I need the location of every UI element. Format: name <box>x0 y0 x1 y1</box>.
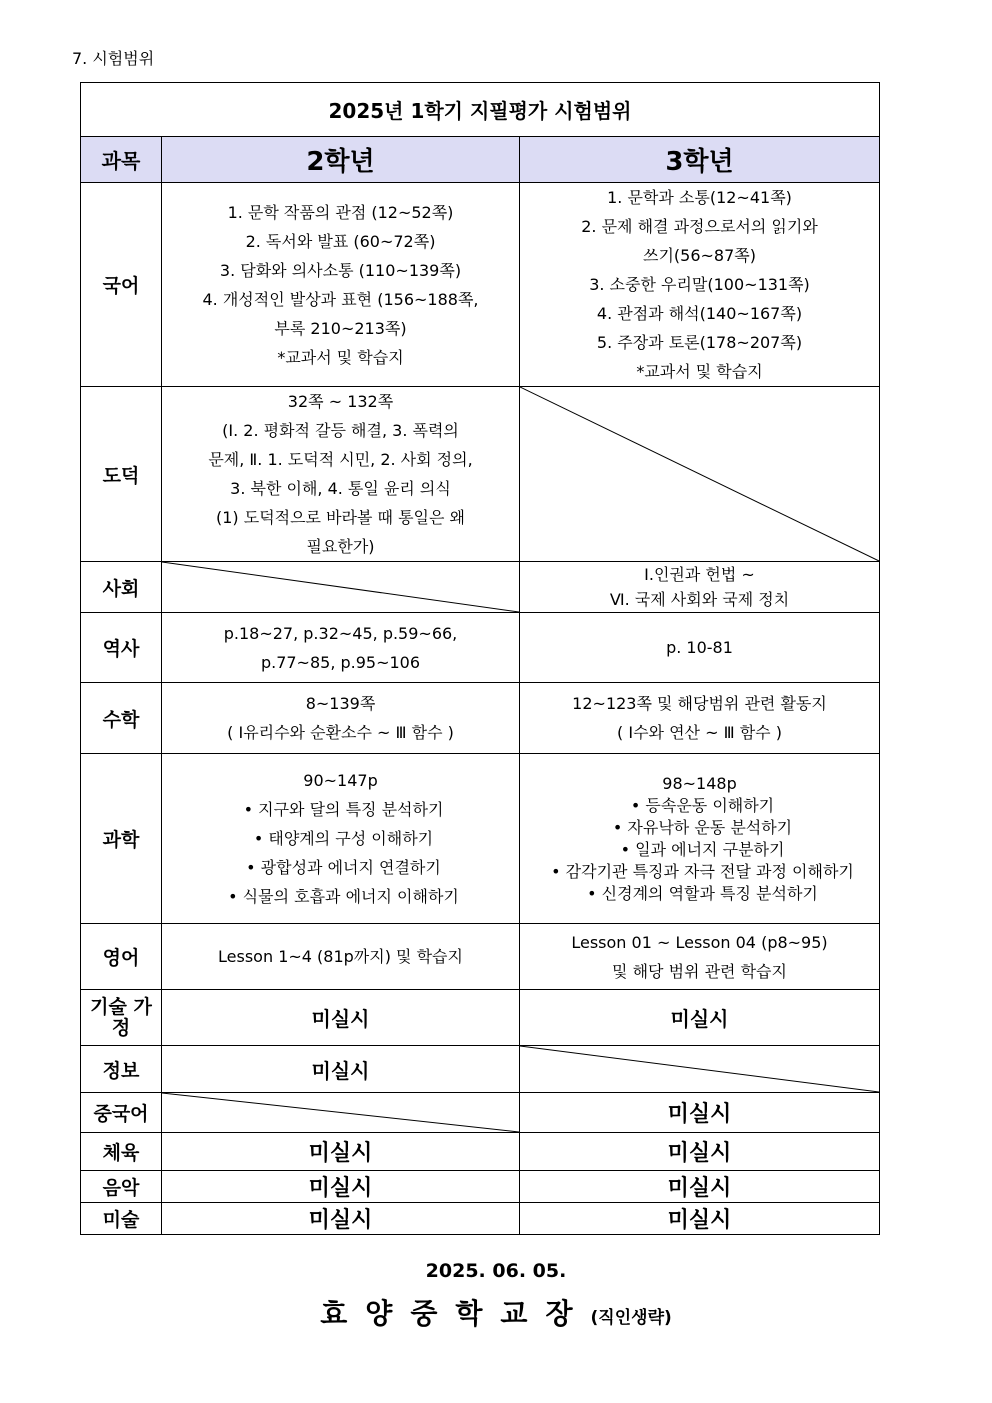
row-art <box>81 1203 880 1235</box>
diagonal-slash <box>520 1046 879 1092</box>
chinese-grade2-empty <box>162 1093 520 1133</box>
social-grade2-empty <box>162 562 520 613</box>
list-item: • 태양계의 구성 이해하기 <box>253 829 434 848</box>
list-item-text: 지구와 달의 특징 분석하기 <box>258 800 444 819</box>
scope-line: (Ⅰ. 2. 평화적 갈등 해결, 3. 폭력의 <box>222 421 459 440</box>
scope-line: 부록 210~213쪽) <box>274 318 407 338</box>
music-grade3-scope: 미실시 <box>520 1171 880 1203</box>
ethics-grade2-scope <box>162 387 520 562</box>
row-english <box>81 924 880 990</box>
row-ethics <box>81 387 880 562</box>
document-date: 2025. 06. 05. <box>425 1260 567 1282</box>
row-techhome <box>81 990 880 1046</box>
section-heading: 7. 시험범위 <box>72 49 155 68</box>
scope-line: 3. 북한 이해, 4. 통일 윤리 의식 <box>230 479 451 498</box>
korean-grade3-scope <box>520 183 880 387</box>
list-item-text: 태양계의 구성 이해하기 <box>268 829 434 848</box>
subject-line: 가정 <box>111 995 152 1039</box>
row-social <box>81 562 880 613</box>
scope-line: *교과서 및 학습지 <box>636 362 763 381</box>
subject-art: 미술 <box>81 1203 162 1235</box>
row-info <box>81 1046 880 1093</box>
exam-scope-table <box>80 82 880 1235</box>
list-item-text: 광합성과 에너지 연결하기 <box>260 858 441 877</box>
list-item-text: 감각기관 특징과 자극 전달 과정 이해하기 <box>565 861 854 881</box>
title-row <box>81 83 880 137</box>
header-grade2: 2학년 <box>162 137 520 183</box>
diagonal-slash <box>520 387 879 561</box>
scope-line: 3. 담화와 의사소통 (110~139쪽) <box>219 260 462 280</box>
list-item-text: 자유낙하 운동 분석하기 <box>627 817 793 837</box>
list-item: • 신경계의 역할과 특징 분석하기 <box>587 883 818 903</box>
scope-line: Ⅰ.인권과 헌법 ~ <box>644 565 755 584</box>
subject-chinese: 중국어 <box>81 1093 162 1133</box>
list-item: • 광합성과 에너지 연결하기 <box>246 858 441 877</box>
techhome-grade3-scope: 미실시 <box>520 990 880 1046</box>
row-science <box>81 754 880 924</box>
scope-line: ( Ⅰ유리수와 순환소수 ~ Ⅲ 함수 ) <box>227 723 454 742</box>
scope-line: 1. 문학 작품의 관점 (12~52쪽) <box>227 202 454 222</box>
history-grade3-scope: p. 10-81 <box>520 613 880 683</box>
scope-line: *교과서 및 학습지 <box>277 347 404 367</box>
subject-ethics: 도덕 <box>81 387 162 562</box>
list-item: • 자유낙하 운동 분석하기 <box>612 817 793 837</box>
chinese-grade3-scope: 미실시 <box>520 1093 880 1133</box>
scope-line: 쓰기(56~87쪽) <box>643 246 756 265</box>
scope-line: p.77~85, p.95~106 <box>260 652 421 672</box>
list-item-text: 등속운동 이해하기 <box>645 795 775 815</box>
header-row <box>81 137 880 183</box>
scope-line: 3. 소중한 우리말(100~131쪽) <box>589 275 810 294</box>
scope-line: 4. 개성적인 발상과 표현 (156~188쪽, <box>202 289 479 309</box>
techhome-grade2-scope: 미실시 <box>162 990 520 1046</box>
subject-history: 역사 <box>81 613 162 683</box>
list-item-text: 신경계의 역할과 특징 분석하기 <box>601 883 818 903</box>
scope-line: 2. 문제 해결 과정으로서의 읽기와 <box>581 217 818 236</box>
list-item: • 일과 에너지 구분하기 <box>620 839 785 859</box>
music-grade2-scope: 미실시 <box>162 1171 520 1203</box>
history-grade2-scope <box>162 613 520 683</box>
header-subject: 과목 <box>81 137 162 183</box>
info-grade2-scope: 미실시 <box>162 1046 520 1093</box>
list-item: • 등속운동 이해하기 <box>630 795 775 815</box>
scope-line: 필요한가) <box>306 537 375 556</box>
subject-korean: 국어 <box>81 183 162 387</box>
list-item: • 식물의 호흡과 에너지 이해하기 <box>228 887 459 906</box>
table-title: 2025년 1학기 지필평가 시험범위 <box>81 83 880 137</box>
scope-line: 4. 관점과 해석(140~167쪽) <box>596 304 803 323</box>
art-grade3-scope: 미실시 <box>520 1203 880 1235</box>
signer-name: 효양중학교장 <box>320 1297 591 1330</box>
scope-line: 2. 독서와 발표 (60~72쪽) <box>245 231 436 251</box>
list-item-text: 식물의 호흡과 에너지 이해하기 <box>242 887 459 906</box>
subject-math: 수학 <box>81 683 162 754</box>
subject-social: 사회 <box>81 562 162 613</box>
science-grade2-scope <box>162 754 520 924</box>
math-grade2-scope <box>162 683 520 754</box>
art-grade2-scope: 미실시 <box>162 1203 520 1235</box>
ethics-grade3-empty <box>520 387 880 562</box>
english-grade2-scope: Lesson 1~4 (81p까지) 및 학습지 <box>162 924 520 990</box>
info-grade3-empty <box>520 1046 880 1093</box>
math-grade3-scope <box>520 683 880 754</box>
diagonal-slash <box>162 562 519 612</box>
scope-line: 8~139쪽 <box>305 694 376 713</box>
scope-line: 12~123쪽 및 해당범위 관련 활동지 <box>572 694 827 713</box>
social-grade3-scope <box>520 562 880 613</box>
signature-line <box>0 1292 992 1332</box>
scope-line: Lesson 01 ~ Lesson 04 (p8~95) <box>571 932 828 952</box>
subject-science: 과학 <box>81 754 162 924</box>
subject-techhome <box>81 990 162 1046</box>
row-history <box>81 613 880 683</box>
english-grade3-scope <box>520 924 880 990</box>
seal-note: (직인생략) <box>590 1308 672 1328</box>
scope-pages: 98~148p <box>662 773 737 793</box>
list-item: • 지구와 달의 특징 분석하기 <box>243 800 444 819</box>
subject-line: 기술 <box>90 995 127 1018</box>
scope-line: 5. 주장과 토론(178~207쪽) <box>596 333 803 352</box>
scope-line: 1. 문학과 소통(12~41쪽) <box>607 188 792 207</box>
scope-line: Ⅵ. 국제 사회와 국제 정치 <box>609 590 790 609</box>
row-pe <box>81 1133 880 1171</box>
row-math <box>81 683 880 754</box>
scope-line: p.18~27, p.32~45, p.59~66, <box>223 623 458 643</box>
scope-line: 및 해당 범위 관련 학습지 <box>612 961 787 981</box>
list-item: • 감각기관 특징과 자극 전달 과정 이해하기 <box>551 861 854 881</box>
scope-line: (1) 도덕적으로 바라볼 때 통일은 왜 <box>215 508 466 527</box>
scope-line: ( Ⅰ수와 연산 ~ Ⅲ 함수 ) <box>617 723 782 742</box>
korean-grade2-scope <box>162 183 520 387</box>
subject-info: 정보 <box>81 1046 162 1093</box>
row-music <box>81 1171 880 1203</box>
scope-line: 문제, Ⅱ. 1. 도덕적 시민, 2. 사회 정의, <box>208 450 473 469</box>
header-grade3: 3학년 <box>520 137 880 183</box>
row-korean <box>81 183 880 387</box>
list-item-text: 일과 에너지 구분하기 <box>635 839 785 859</box>
row-chinese <box>81 1093 880 1133</box>
science-grade3-scope <box>520 754 880 924</box>
scope-pages: 90~147p <box>303 771 378 790</box>
scope-line: 32쪽 ~ 132쪽 <box>287 392 394 411</box>
diagonal-slash <box>162 1093 519 1132</box>
pe-grade3-scope: 미실시 <box>520 1133 880 1171</box>
subject-music: 음악 <box>81 1171 162 1203</box>
pe-grade2-scope: 미실시 <box>162 1133 520 1171</box>
subject-pe: 체육 <box>81 1133 162 1171</box>
subject-english: 영어 <box>81 924 162 990</box>
